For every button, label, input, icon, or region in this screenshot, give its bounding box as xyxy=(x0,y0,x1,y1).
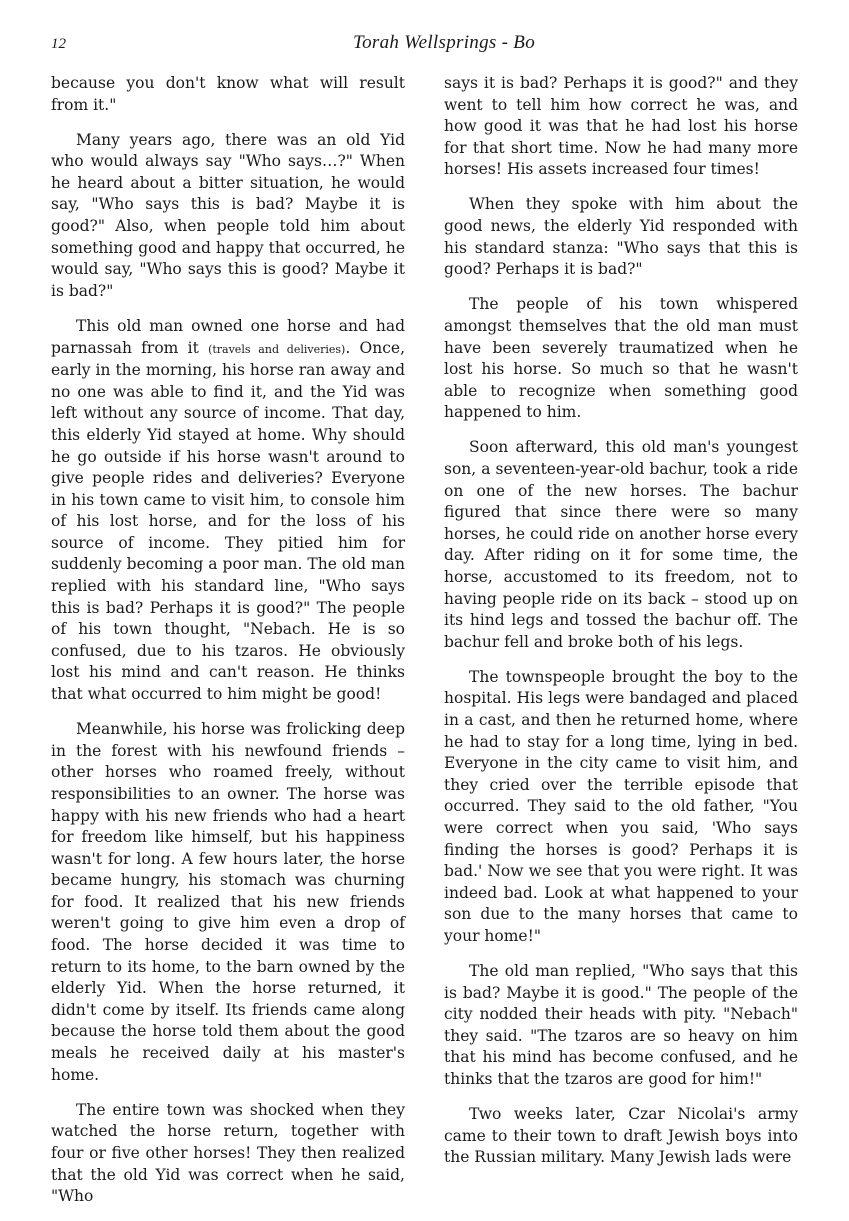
paragraph xyxy=(51,316,405,706)
paragraph: When they spoke with him about the good news, the elderly Yid responded with his standard stanza: "Who says that this is good? Perhaps it is bad?" xyxy=(444,195,798,279)
paragraph: The entire town was shocked when they watched the horse return, together with four or five other horses! They then realized that the old Yid was correct when he said, "Who xyxy=(51,1100,405,1206)
paragraph: The people of his town whispered amongst themselves that the old man must have been severely traumatized when he lost his horse. So much so that he wasn't able to recognize when something good happened to him. xyxy=(444,295,798,422)
right-column xyxy=(444,73,798,1182)
paragraph: Meanwhile, his horse was frolicking deep in the forest with his newfound friends – other horses who roamed freely, without responsibilities to an owner. The horse was happy with his new friends who had a heart for freedom like himself, but his happiness wasn't for long. A few hours later, the horse became hungry, his stomach was churning for food. It realized that his new friends weren't going to give him even a drop of food. The horse decided it was time to return to its home, to the barn owned by the elderly Yid. When the horse returned, it didn't come by itself. Its friends came along because the horse told them about the good meals he received daily at his master's home. xyxy=(51,720,405,1084)
running-title: Torah Wellsprings - Bo xyxy=(352,32,536,53)
paragraph: Soon afterward, this old man's youngest son, a seventeen-year-old bachur, took a ride on one of the new horses. The bachur figured that since there were so many horses, he could ride on another horse every day. After riding on it for some time, the horse, accustomed to its freedom, not to having people ride on its back – stood up on its hind legs and tossed the bachur off. The bachur fell and broke both of his legs. xyxy=(444,438,798,651)
paragraph: because you don't know what will result from it." xyxy=(51,74,405,114)
paragraph-text: . Once, early in the morning, his horse ran away and no one was able to find it, and the Yid was left without any source of income. That day, this elderly Yid stayed at home. Why should he go outside if his horse wasn't around to give people rides and deliveries? Everyone in his town came to visit him, to console him of his lost horse, and for the loss of his source of income. They pitied him for suddenly becoming a poor man. The old man replied with his standard line, "Who says this is bad? Perhaps it is good?" The people of his town thought, "Nebach. He is so confused, due to his tzaros. He obviously lost his mind and can't reason. He thinks that what occurred to him might be good! xyxy=(51,338,405,704)
parenthetical-note: (travels and deliveries) xyxy=(208,342,346,356)
left-column xyxy=(51,73,405,1221)
paragraph: Two weeks later, Czar Nicolai's army came to their town to draft Jewish boys into the Russian military. Many Jewish lads were xyxy=(444,1105,798,1167)
paragraph-text: This old man owned one horse and had parnassah from it xyxy=(51,316,405,357)
page-header xyxy=(51,32,797,60)
paragraph: The townspeople brought the boy to the hospital. His legs were bandaged and placed in a cast, and then he returned home, where he had to stay for a long time, lying in bed. Everyone in the city came to visit him, and they cried over the terrible episode that occurred. They said to the old father, "You were correct when you said, 'Who says finding the horses is good? Perhaps it is bad.' Now we see that you were right. It was indeed bad. Look at what happened to your son due to the many horses that came to your home!" xyxy=(444,667,798,945)
paragraph: The old man replied, "Who says that this is bad? Maybe it is good." The people of the city nodded their heads with pity. "Nebach" they said. "The tzaros are so heavy on him that his mind has become confused, and he thinks that the tzaros are good for him!" xyxy=(444,962,798,1089)
paragraph: says it is bad? Perhaps it is good?" and they went to tell him how correct he was, and how good it was that he had lost his horse for that short time. Now he had many more horses! His assets increased four times! xyxy=(444,74,798,179)
page-number: 12 xyxy=(51,36,66,52)
paragraph: Many years ago, there was an old Yid who would always say "Who says…?" When he heard about a bitter situation, he would say, "Who says this is bad? Maybe it is good?" Also, when people told him about something good and happy that occurred, he would say, "Who says this is good? Maybe it is bad?" xyxy=(51,130,405,300)
